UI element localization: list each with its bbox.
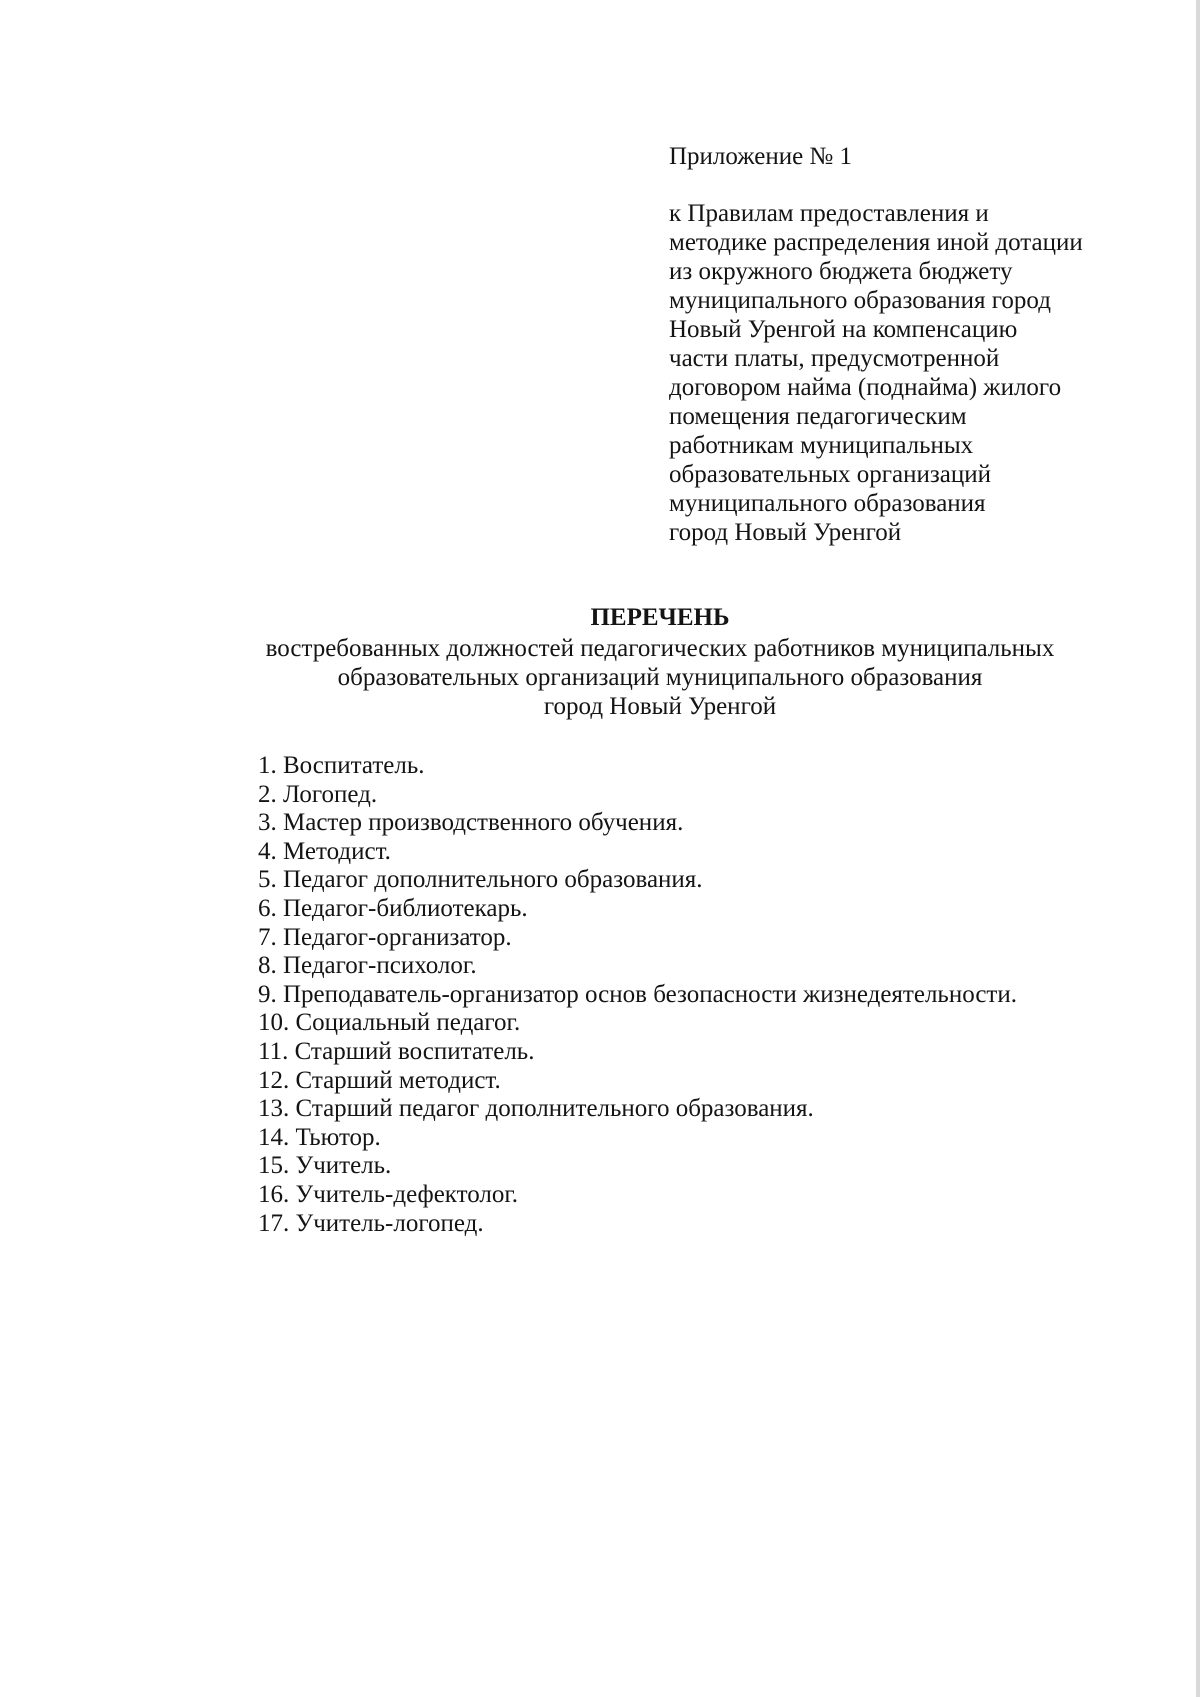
- appendix-line: из окружного бюджета бюджету: [669, 258, 1013, 285]
- appendix-line: к Правилам предоставления и: [669, 200, 989, 227]
- list-item: 9. Преподаватель-организатор основ безопасности жизнедеятельности.: [258, 980, 1017, 1008]
- list-item: 13. Старший педагог дополнительного образования.: [258, 1095, 814, 1123]
- list-item: 8. Педагог-психолог.: [258, 952, 477, 980]
- list-item: 17. Учитель-логопед.: [258, 1209, 484, 1237]
- document-subtitle-line: образовательных организаций муниципального образования: [337, 664, 983, 691]
- appendix-number: Приложение № 1: [669, 143, 853, 170]
- list-item: 11. Старший воспитатель.: [258, 1037, 535, 1065]
- appendix-reference: [669, 142, 1139, 547]
- list-item: 3. Мастер производственного обучения.: [258, 809, 684, 837]
- list-item: 4. Методист.: [258, 837, 391, 865]
- appendix-line: образовательных организаций: [669, 461, 992, 488]
- list-item: 16. Учитель-дефектолог.: [258, 1180, 519, 1208]
- document-title: ПЕРЕЧЕНЬ: [590, 604, 730, 631]
- list-item: 5. Педагог дополнительного образования.: [258, 866, 703, 894]
- appendix-line: работникам муниципальных: [669, 432, 974, 459]
- list-item: 15. Учитель.: [258, 1152, 392, 1180]
- appendix-line: договором найма (поднайма) жилого: [669, 374, 1062, 401]
- appendix-line: Новый Уренгой на компенсацию: [669, 316, 1018, 343]
- appendix-line: муниципального образования город: [669, 287, 1051, 314]
- list-item: 14. Тьютор.: [258, 1123, 381, 1151]
- page-edge: [1196, 0, 1200, 1697]
- list-item: 7. Педагог-организатор.: [258, 923, 512, 951]
- appendix-line: части платы, предусмотренной: [669, 345, 1000, 372]
- list-item: 12. Старший методист.: [258, 1066, 501, 1094]
- list-item: 10. Социальный педагог.: [258, 1009, 521, 1037]
- document-subtitle-line: востребованных должностей педагогических работников муниципальных: [265, 635, 1055, 662]
- appendix-line: методике распределения иной дотации: [669, 229, 1083, 256]
- appendix-line: помещения педагогическим: [669, 403, 967, 430]
- list-item: 6. Педагог-библиотекарь.: [258, 894, 528, 922]
- list-item: 2. Логопед.: [258, 780, 378, 808]
- list-item: 1. Воспитатель.: [258, 752, 425, 779]
- document-heading: [150, 603, 1170, 721]
- appendix-line: муниципального образования: [669, 490, 986, 517]
- document-subtitle-line: город Новый Уренгой: [543, 693, 777, 720]
- appendix-description: [669, 199, 1139, 547]
- appendix-line: город Новый Уренгой: [669, 519, 902, 546]
- positions-list: [258, 752, 1017, 1238]
